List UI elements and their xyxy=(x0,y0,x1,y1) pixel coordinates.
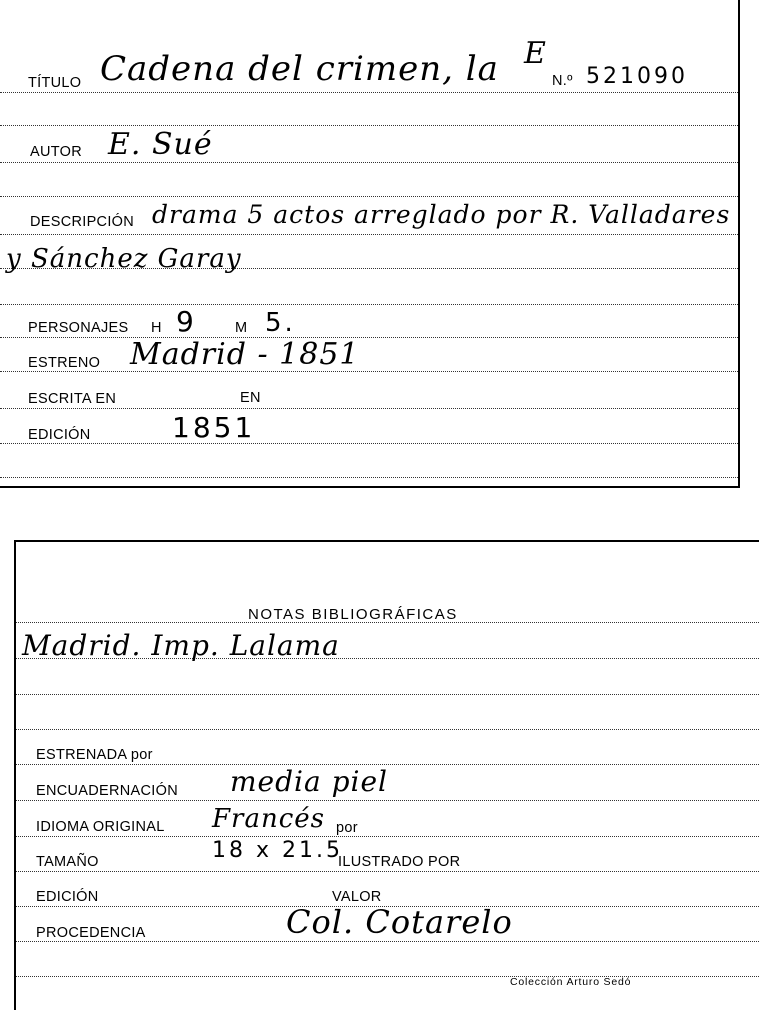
estrenada-label: ESTRENADA por xyxy=(36,747,153,763)
registro-value: 521090 xyxy=(586,64,688,89)
autor-label: AUTOR xyxy=(30,144,82,160)
edicion-label: EDICIÓN xyxy=(28,427,91,443)
personajes-h-label: H xyxy=(151,320,162,336)
procedencia-label: PROCEDENCIA xyxy=(36,925,146,941)
edicion-bottom-label: EDICIÓN xyxy=(36,889,99,905)
edicion-value: 1851 xyxy=(172,411,256,444)
valor-label: VALOR xyxy=(332,889,382,905)
ilustrado-label: ILUSTRADO POR xyxy=(338,854,461,870)
descripcion-value-line2: y Sánchez Garay xyxy=(6,244,242,274)
personajes-label: PERSONAJES xyxy=(28,320,129,336)
registro-label: N.º xyxy=(552,73,573,89)
estreno-label: ESTRENO xyxy=(28,355,101,371)
estreno-value: Madrid - 1851 xyxy=(130,337,360,372)
idioma-value: Francés xyxy=(212,804,326,834)
titulo-label: TÍTULO xyxy=(28,75,82,91)
notas-label: NOTAS BIBLIOGRÁFICAS xyxy=(248,606,458,623)
notas-value: Madrid. Imp. Lalama xyxy=(22,629,340,662)
catalog-card-top xyxy=(0,0,740,488)
encuadernacion-label: ENCUADERNACIÓN xyxy=(36,783,178,799)
catalog-card-bottom xyxy=(14,540,759,1010)
personajes-h-value: 9 xyxy=(176,305,197,338)
escrita-label: ESCRITA EN xyxy=(28,391,117,407)
idioma-label: IDIOMA ORIGINAL xyxy=(36,819,165,835)
idioma-por-label: por xyxy=(336,820,358,836)
titulo-value: Cadena del crimen, la xyxy=(100,49,499,89)
tamano-label: TAMAÑO xyxy=(36,854,99,870)
encuadernacion-value: media piel xyxy=(230,765,388,798)
descripcion-label: DESCRIPCIÓN xyxy=(30,214,135,230)
personajes-m-label: M xyxy=(235,320,248,336)
autor-value: E. Sué xyxy=(108,127,213,162)
procedencia-value: Col. Cotarelo xyxy=(286,903,513,941)
tamano-value: 18 x 21.5 xyxy=(212,838,343,863)
registro-letter: E xyxy=(524,36,546,71)
personajes-m-value: 5. xyxy=(265,308,296,338)
coleccion-label: Colección Arturo Sedó xyxy=(510,976,632,988)
escrita-en-label: EN xyxy=(240,390,261,406)
descripcion-value-line1: drama 5 actos arreglado por R. Valladares xyxy=(152,200,731,229)
